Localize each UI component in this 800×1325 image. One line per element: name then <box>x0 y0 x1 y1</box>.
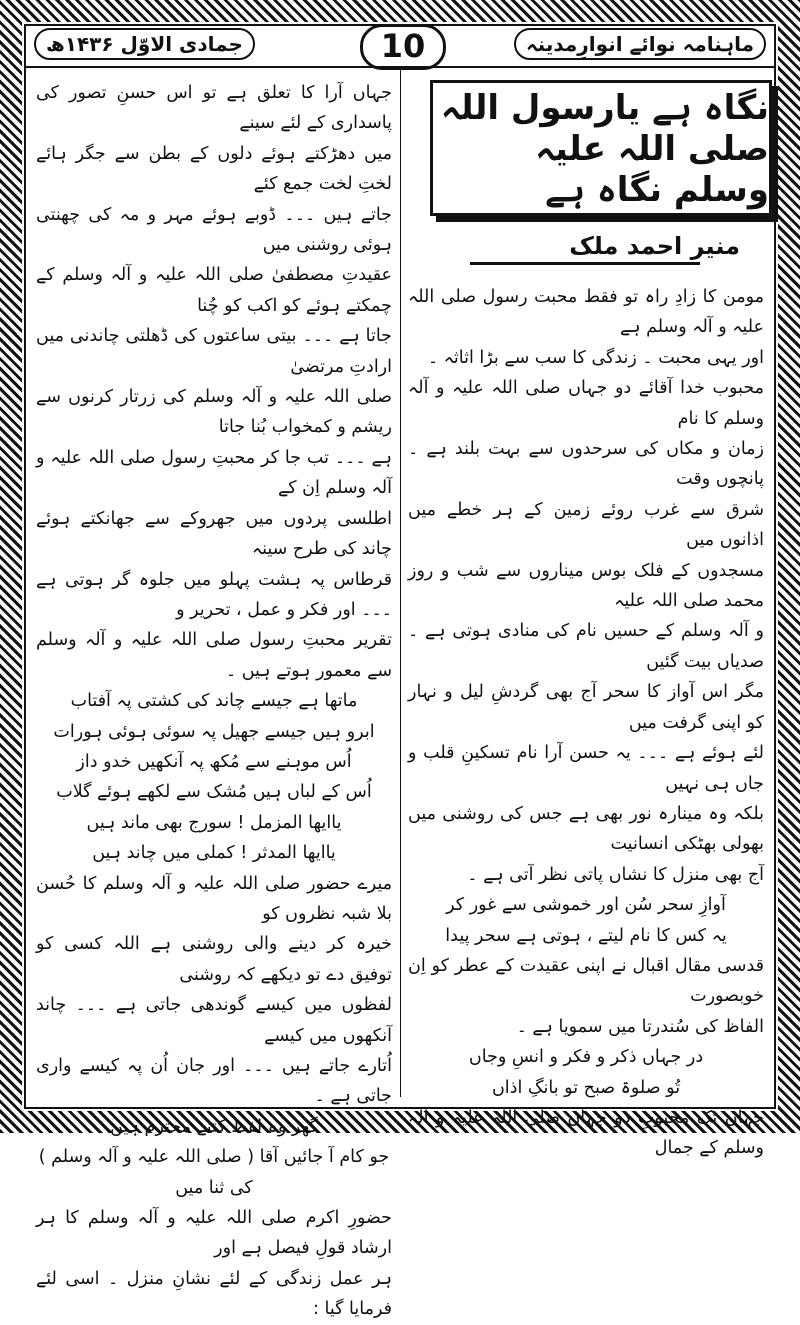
paragraph-line: خیرہ کر دینے والی روشنی ہے اللہ کسی کو توفیق دے تو دیکھے کہ روشنی <box>36 934 392 985</box>
paragraph-line: میرے حضور صلی اللہ علیہ و آلہ وسلم کا حُسن بلا شبہ نظروں کو <box>36 873 392 924</box>
verse-line: در جہاں ذکر و فکر و انسِ وجاں <box>468 1047 704 1068</box>
paragraph-line: حضورِ اکرم صلی اللہ علیہ و آلہ وسلم کا ہر ارشاد قولِ فیصل ہے اور <box>36 1208 392 1259</box>
paragraph-line: و آلہ وسلم کے حسیں نام کی منادی ہوتی ہے ۔ صدیاں بیت گئیں <box>408 621 764 672</box>
paragraph-line: صلی اللہ علیہ و آلہ وسلم کی زرتار کرنوں سے ریشم و کمخواب بُنا جاتا <box>36 387 392 438</box>
paragraph-line: ہے ۔۔۔ تب جا کر محبتِ رسول صلی اللہ علیہ و آلہ وسلم اِن کے <box>36 447 392 499</box>
verse-line: یہ کس کا نام لیتے ، ہوتی ہے سحر پیدا <box>445 925 727 946</box>
issue-date: جمادی الاوّل ۱۴۳۶ھ <box>34 28 255 60</box>
paragraph-line: لئے ہوئے ہے ۔۔۔ یہ حسن آرا نام تسکینِ قلب و جاں ہی نہیں <box>408 743 764 794</box>
paragraph-line: میں دھڑکتے ہوئے دلوں کے بطن سے جگر ہائے لختِ لخت جمع کئے <box>36 143 392 195</box>
page-number: 10 <box>360 24 446 70</box>
paragraph-line: اطلسی پردوں میں جھروکے سے جھانکتے ہوئے چاند کی طرح سینہ <box>36 508 392 560</box>
verse-line: تُو صلوۃ صبح تو بانگِ اذاں <box>491 1077 681 1098</box>
right-column <box>408 282 764 1164</box>
verse-line: ماتھا ہے جیسے چاند کی کشتی پہ آفتاب <box>70 691 358 712</box>
paragraph-line: شرق سے غرب روئے زمین کے ہر خطے میں اذانوں میں <box>408 499 764 551</box>
verse-line: اُس موہنے سے مُکھ پہ آنکھیں خدو داز <box>76 751 352 772</box>
paragraph-line: آج بھی منزل کا نشاں پاتی نظر آتی ہے ۔ <box>467 864 764 885</box>
paragraph-line: مومن کا زادِ راہ تو فقط محبت رسول صلی اللہ علیہ و آلہ وسلم ہے <box>408 287 764 338</box>
paragraph-line: الفاظ کی سُندرتا میں سمویا ہے ۔ <box>516 1016 764 1037</box>
verse-line: ابرو ہیں جیسے جھیل پہ سوئی ہوئی ہورات <box>53 721 375 742</box>
paragraph-line: جاتے ہیں ۔۔۔ ڈوبے ہوئے مہر و مہ کی چھنتی ہوئی روشنی میں <box>36 204 392 256</box>
author-underline <box>470 262 700 265</box>
left-column <box>36 78 392 1325</box>
paragraph-line: قرطاس پہ ہشت پہلو میں جلوہ گر ہوتی ہے ۔۔۔ اور فکر و عمل ، تحریر و <box>36 569 392 620</box>
article-author: منیر احمد ملک <box>569 232 740 260</box>
verse-line: یاایھا المزمل ! سورج بھی ماند ہیں <box>86 812 342 833</box>
paragraph-line: جاتا ہے ۔۔۔ بیتی ساعتوں کی ڈھلتی چاندنی میں ارادتِ مرتضیٰ <box>36 326 392 377</box>
paragraph-line: لفظوں میں کیسے گوندھی جاتی ہے ۔۔۔ چاند آنکھوں میں کیسے <box>36 995 392 1046</box>
verse-line: آوازِ سحر سُن اور خموشی سے غور کر <box>446 895 726 916</box>
paragraph-line: اُتارے جاتے ہیں ۔۔۔ اور جان اُن پہ کیسے واری جاتی ہے ۔ <box>36 1056 392 1107</box>
article-title-box <box>430 80 772 216</box>
paragraph-line: عقیدتِ مصطفیٰ صلی اللہ علیہ و آلہ وسلم کے چمکتے ہوئے کو اکب کو چُنا <box>36 265 392 316</box>
paragraph-line: جہاں آرا کا تعلق ہے تو اس حسنِ تصور کی پاسداری کے لئے سینے <box>36 83 392 134</box>
paragraph-line: محبوب خدا آقائے دو جہاں صلی اللہ علیہ و آلہ وسلم کا نام <box>408 378 764 429</box>
paragraph-line: تقریر محبتِ رسول صلی اللہ علیہ و آلہ وسلم سے معمور ہوتے ہیں ۔ <box>36 630 392 681</box>
verse-line: یاایھا المدثر ! کملی میں چاند ہیں <box>92 843 336 864</box>
paragraph-line: جہاں تک محبوبِ دو جہاں صلی اللہ علیہ و آلہ وسلم کے جمال <box>408 1107 764 1159</box>
column-divider <box>400 70 401 1097</box>
verse-line: گھر وہ لفظ کتنے محترم ہیں <box>110 1116 318 1137</box>
magazine-title: ماہنامہ نوائے انوارِمدینہ <box>514 28 766 60</box>
paragraph-line: مسجدوں کے فلک بوس میناروں سے شب و روز محمد صلی اللہ علیہ <box>408 560 764 612</box>
paragraph-line: ہر عمل زندگی کے لئے نشانِ منزل ۔ اسی لئے فرمایا گیا : <box>36 1268 392 1320</box>
article-title: نگاہ ہے یارسول اللہ صلی اللہ علیہ وسلم نگاہ ہے <box>440 87 769 210</box>
verse-line: جو کام آ جائیں آقا ( صلی اللہ علیہ و آلہ وسلم ) کی ثنا میں <box>38 1147 390 1198</box>
paragraph-line: زمان و مکاں کی سرحدوں سے بہت بلند ہے ۔ پانچوں وقت <box>408 439 764 490</box>
header-divider <box>24 66 776 68</box>
paragraph-line: مگر اس آواز کا سحر آج بھی گردشِ لیل و نہار کو اپنی گرفت میں <box>408 682 764 733</box>
verse-line: اُس کے لباں ہیں مُشک سے لکھے ہوئے گلاب <box>56 782 372 803</box>
paragraph-line: بلکہ وہ مینارہ نور بھی ہے جس کی روشنی میں بھولی بھٹکی انسانیت <box>408 803 764 855</box>
paragraph-line: اور یہی محبت ۔ زندگی کا سب سے بڑا اثاثہ ۔ <box>427 347 764 368</box>
paragraph-line: قدسی مقال اقبال نے اپنی عقیدت کے عطر کو اِن خوبصورت <box>408 955 764 1007</box>
